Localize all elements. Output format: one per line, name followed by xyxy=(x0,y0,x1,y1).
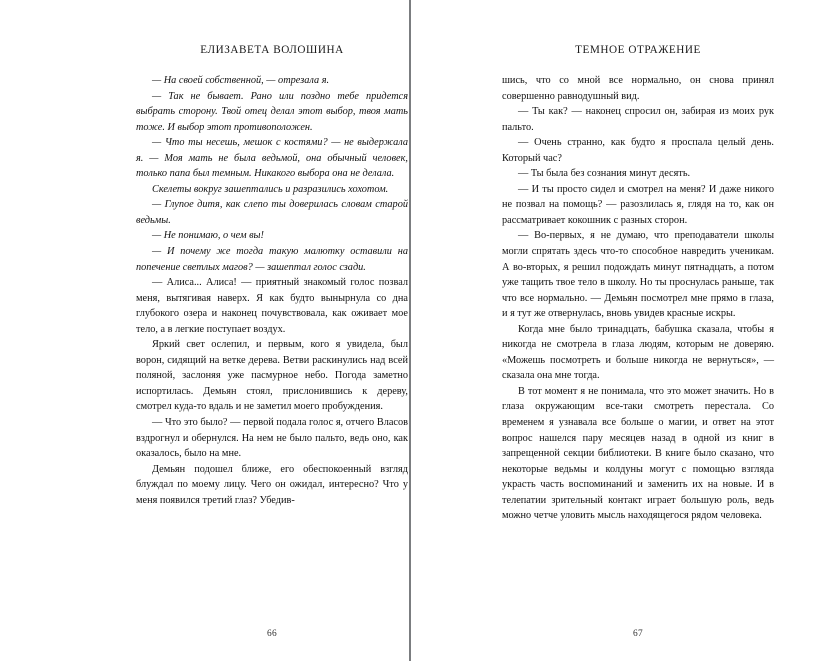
paragraph: — Во-первых, я не думаю, что преподаватели школы могли спрятать здесь что-то способное навредить ученикам. А во-вторых, я решил подождать минут пятнадцать, а потом уже тащить твое тело в школу. Но ты проснулась раньше, так что все нормально. — Демьян посмотрел мне прямо в глаза, и я тут же отвернулась, вновь увидев красные искры. xyxy=(502,230,774,320)
paragraph: Когда мне было тринадцать, бабушка сказала, чтобы я никогда не смотрела в глаза людям, которым не доверяю. «Можешь посмотреть и больше никогда не вернуться», — сказала она мне тогда. xyxy=(502,323,774,382)
paragraph: — Ты была без сознания минут десять. xyxy=(518,168,691,180)
paragraph: — Ты как? — наконец спросил он, забирая из моих рук пальто. xyxy=(502,106,774,133)
paragraph: — Алиса... Алиса! — приятный знакомый голос позвал меня, вытягивая наверх. Я как будто вынырнула со дна глубокого озера и наконец почувствовала, как оживает мое тело, а в легкие поступает воздух. xyxy=(136,277,408,335)
paragraph: — Что это было? — первой подала голос я, отчего Власов вздрогнул и обернулся. На нем не было пальто, ведь оно, как оказалось, было на мне. xyxy=(136,417,408,460)
paragraph: — Глупое дитя, как слепо ты доверилась словам старой ведьмы. xyxy=(136,199,408,226)
paragraph: шись, что со мной все нормально, он снова принял совершенно равнодушный вид. xyxy=(502,75,774,102)
left-page-text-block xyxy=(136,44,408,635)
left-running-head: ЕЛИЗАВЕТА ВОЛОШИНА xyxy=(200,44,344,56)
spine-gutter-line xyxy=(409,0,411,661)
paragraph: Демьян подошел ближе, его обеспокоенный взгляд блуждал по моему лицу. Чего он ожидал, интересно? Что у меня появился третий глаз? Убедив- xyxy=(136,463,408,506)
paragraph: — И ты просто сидел и смотрел на меня? И даже никого не позвал на помощь? — разозлилась я, глядя на то, как он рассматривает кокошник с разных сторон. xyxy=(502,183,774,226)
paragraph: — Не понимаю, о чем вы! xyxy=(152,230,264,242)
right-running-head: ТЕМНОЕ ОТРАЖЕНИЕ xyxy=(575,44,701,56)
right-page-body xyxy=(502,73,774,524)
paragraph: — Так не бывает. Рано или поздно тебе придется выбрать сторону. Твой отец делал этот выбор, твоя мать тоже. И выбор этот противоположен. xyxy=(136,90,408,133)
left-page-number: 66 xyxy=(267,629,277,639)
paragraph: Скелеты вокруг зашептались и разразились хохотом. xyxy=(152,183,389,195)
left-page-body xyxy=(136,73,408,508)
paragraph: — И почему же тогда такую малютку оставили на попечение светлых магов? — зашептал голос сзади. xyxy=(136,246,408,273)
right-page xyxy=(410,0,820,661)
right-page-number: 67 xyxy=(633,629,643,639)
paragraph: Яркий свет ослепил, и первым, кого я увидела, был ворон, сидящий на ветке дерева. Ветви раскинулись над всей поляной, заслоняя уже пасмурное небо. Погода заметно испортилась. Демьян стоял, прислонившись к дереву, смотрел куда-то вдаль и не заметил моего пробуждения. xyxy=(136,339,408,413)
paragraph: В тот момент я не понимала, что это может значить. Но в глаза окружающим все-таки смотреть перестала. Со временем я узнавала все больше о магии, и ответ на этот вопрос нашелся пару месяцев назад в одной из книг в запрещенной секции библиотеки. В книге было сказано, что некоторые ведьмы и колдуны могут с помощью взгляда украсть часть воспоминаний и заменить их на новые. И в телепатии зрительный контакт играет большую роль, ведь можно четче уловить мысль находящегося рядом человека. xyxy=(502,385,774,522)
paragraph: — На своей собственной, — отрезала я. xyxy=(152,75,330,86)
right-page-text-block xyxy=(502,44,774,635)
paragraph: — Очень странно, как будто я проспала целый день. Который час? xyxy=(502,137,774,164)
paragraph: — Что ты несешь, мешок с костями? — не выдержала я. — Моя мать не была ведьмой, она обычный человек, только папа был темным. Никакого выбора она не делала. xyxy=(136,137,408,180)
